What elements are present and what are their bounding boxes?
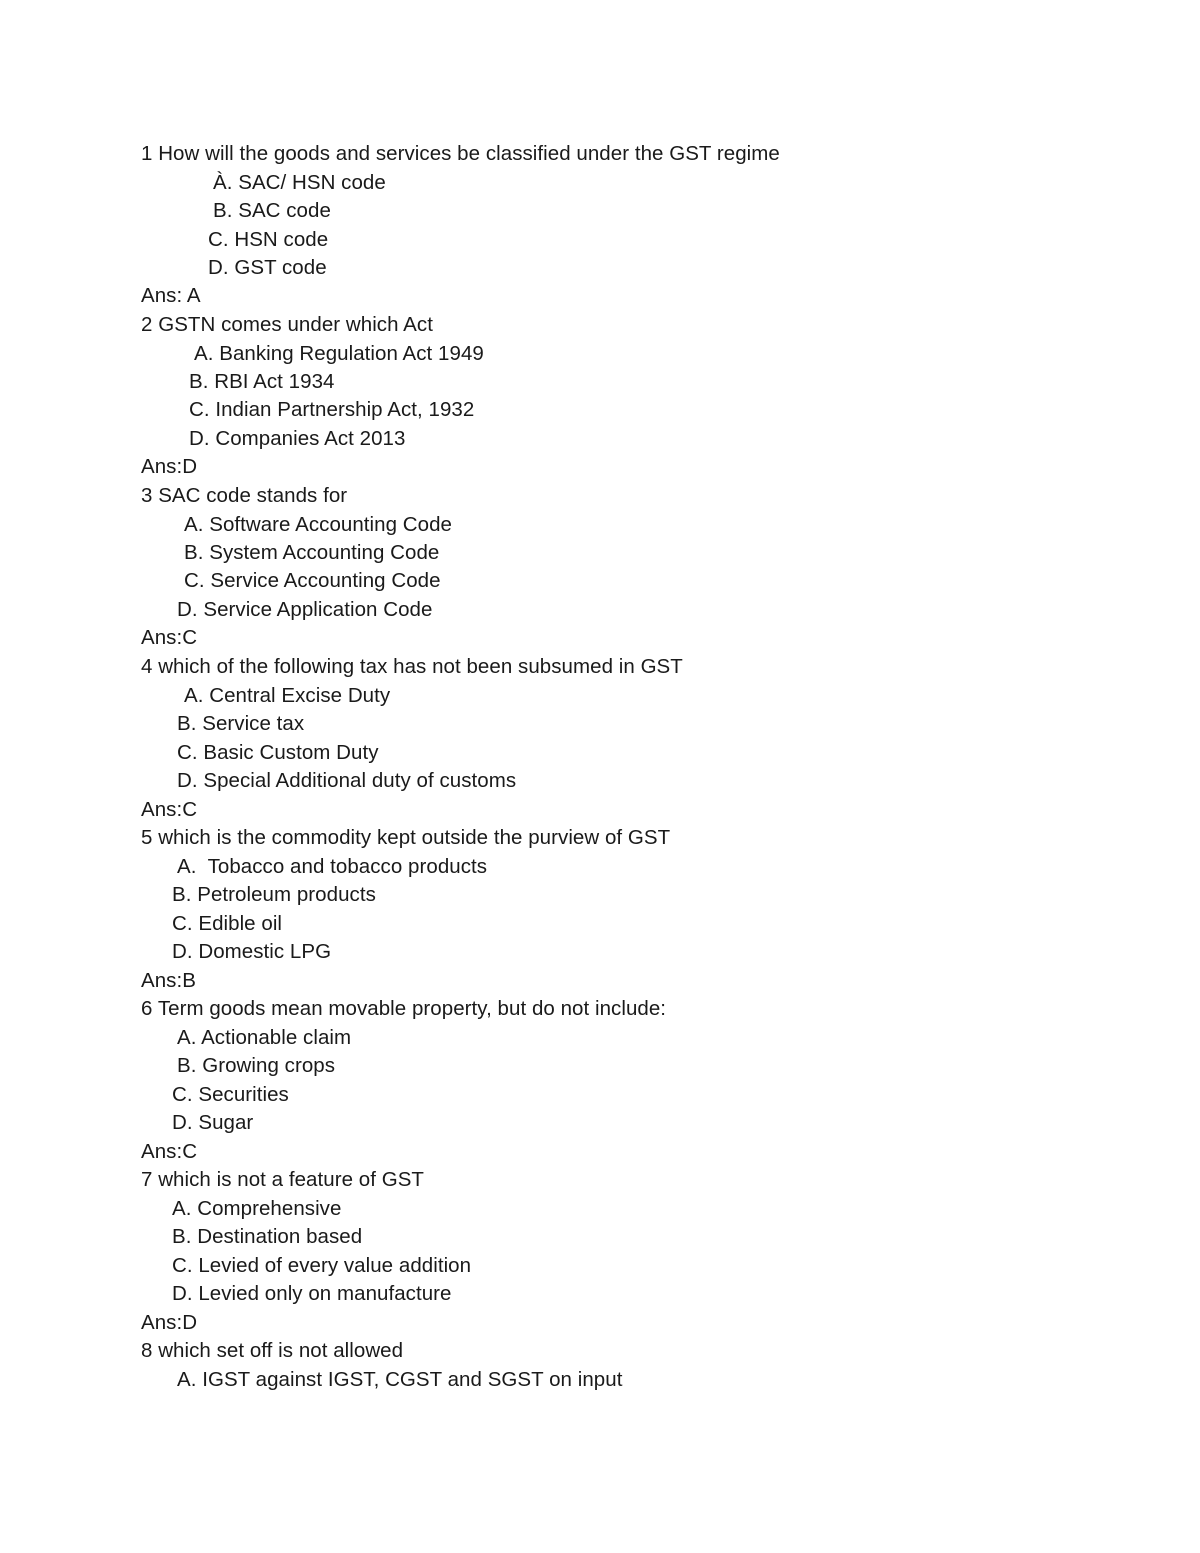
question-8: 8 which set off is not allowed xyxy=(141,1339,404,1362)
q3-option-b: B. System Accounting Code xyxy=(184,541,440,564)
q2-option-c: C. Indian Partnership Act, 1932 xyxy=(189,398,475,421)
question-3: 3 SAC code stands for xyxy=(141,484,348,507)
q6-option-a: A. Actionable claim xyxy=(177,1026,352,1049)
q4-option-b: B. Service tax xyxy=(177,712,305,735)
q5-option-d: D. Domestic LPG xyxy=(172,940,332,963)
q7-option-b: B. Destination based xyxy=(172,1225,363,1248)
question-4: 4 which of the following tax has not been subsumed in GST xyxy=(141,655,683,678)
question-6: 6 Term goods mean movable property, but do not include: xyxy=(141,997,667,1020)
q6-answer: Ans:C xyxy=(141,1140,198,1163)
question-7: 7 which is not a feature of GST xyxy=(141,1168,424,1191)
question-5: 5 which is the commodity kept outside the purview of GST xyxy=(141,826,671,849)
q5-answer: Ans:B xyxy=(141,969,196,992)
q2-answer: Ans:D xyxy=(141,455,198,478)
question-2: 2 GSTN comes under which Act xyxy=(141,313,433,336)
q4-option-d: D. Special Additional duty of customs xyxy=(177,769,517,792)
q2-option-d: D. Companies Act 2013 xyxy=(189,427,406,450)
q3-option-d: D. Service Application Code xyxy=(177,598,433,621)
q6-option-d: D. Sugar xyxy=(172,1111,254,1134)
q1-option-b: B. SAC code xyxy=(213,199,331,222)
q7-option-c: C. Levied of every value addition xyxy=(172,1254,472,1277)
question-1: 1 How will the goods and services be classified under the GST regime xyxy=(141,142,780,165)
q3-answer: Ans:C xyxy=(141,626,198,649)
q8-option-a: A. IGST against IGST, CGST and SGST on input xyxy=(177,1368,623,1391)
q2-option-b: B. RBI Act 1934 xyxy=(189,370,335,393)
q7-answer: Ans:D xyxy=(141,1311,198,1334)
q6-option-b: B. Growing crops xyxy=(177,1054,336,1077)
q7-option-a: A. Comprehensive xyxy=(172,1197,342,1220)
q1-option-a: À. SAC/ HSN code xyxy=(213,171,386,194)
q6-option-c: C. Securities xyxy=(172,1083,289,1106)
q1-option-d: D. GST code xyxy=(208,256,327,279)
q7-option-d: D. Levied only on manufacture xyxy=(172,1282,452,1305)
q3-option-c: C. Service Accounting Code xyxy=(184,569,441,592)
q5-option-c: C. Edible oil xyxy=(172,912,283,935)
q5-option-b: B. Petroleum products xyxy=(172,883,376,906)
q2-option-a: A. Banking Regulation Act 1949 xyxy=(194,342,484,365)
q4-answer: Ans:C xyxy=(141,798,198,821)
q4-option-a: A. Central Excise Duty xyxy=(184,684,391,707)
q5-option-a: A. Tobacco and tobacco products xyxy=(177,855,488,878)
q1-answer: Ans: A xyxy=(141,284,201,307)
q3-option-a: A. Software Accounting Code xyxy=(184,513,453,536)
q1-option-c: C. HSN code xyxy=(208,228,329,251)
q4-option-c: C. Basic Custom Duty xyxy=(177,741,379,764)
